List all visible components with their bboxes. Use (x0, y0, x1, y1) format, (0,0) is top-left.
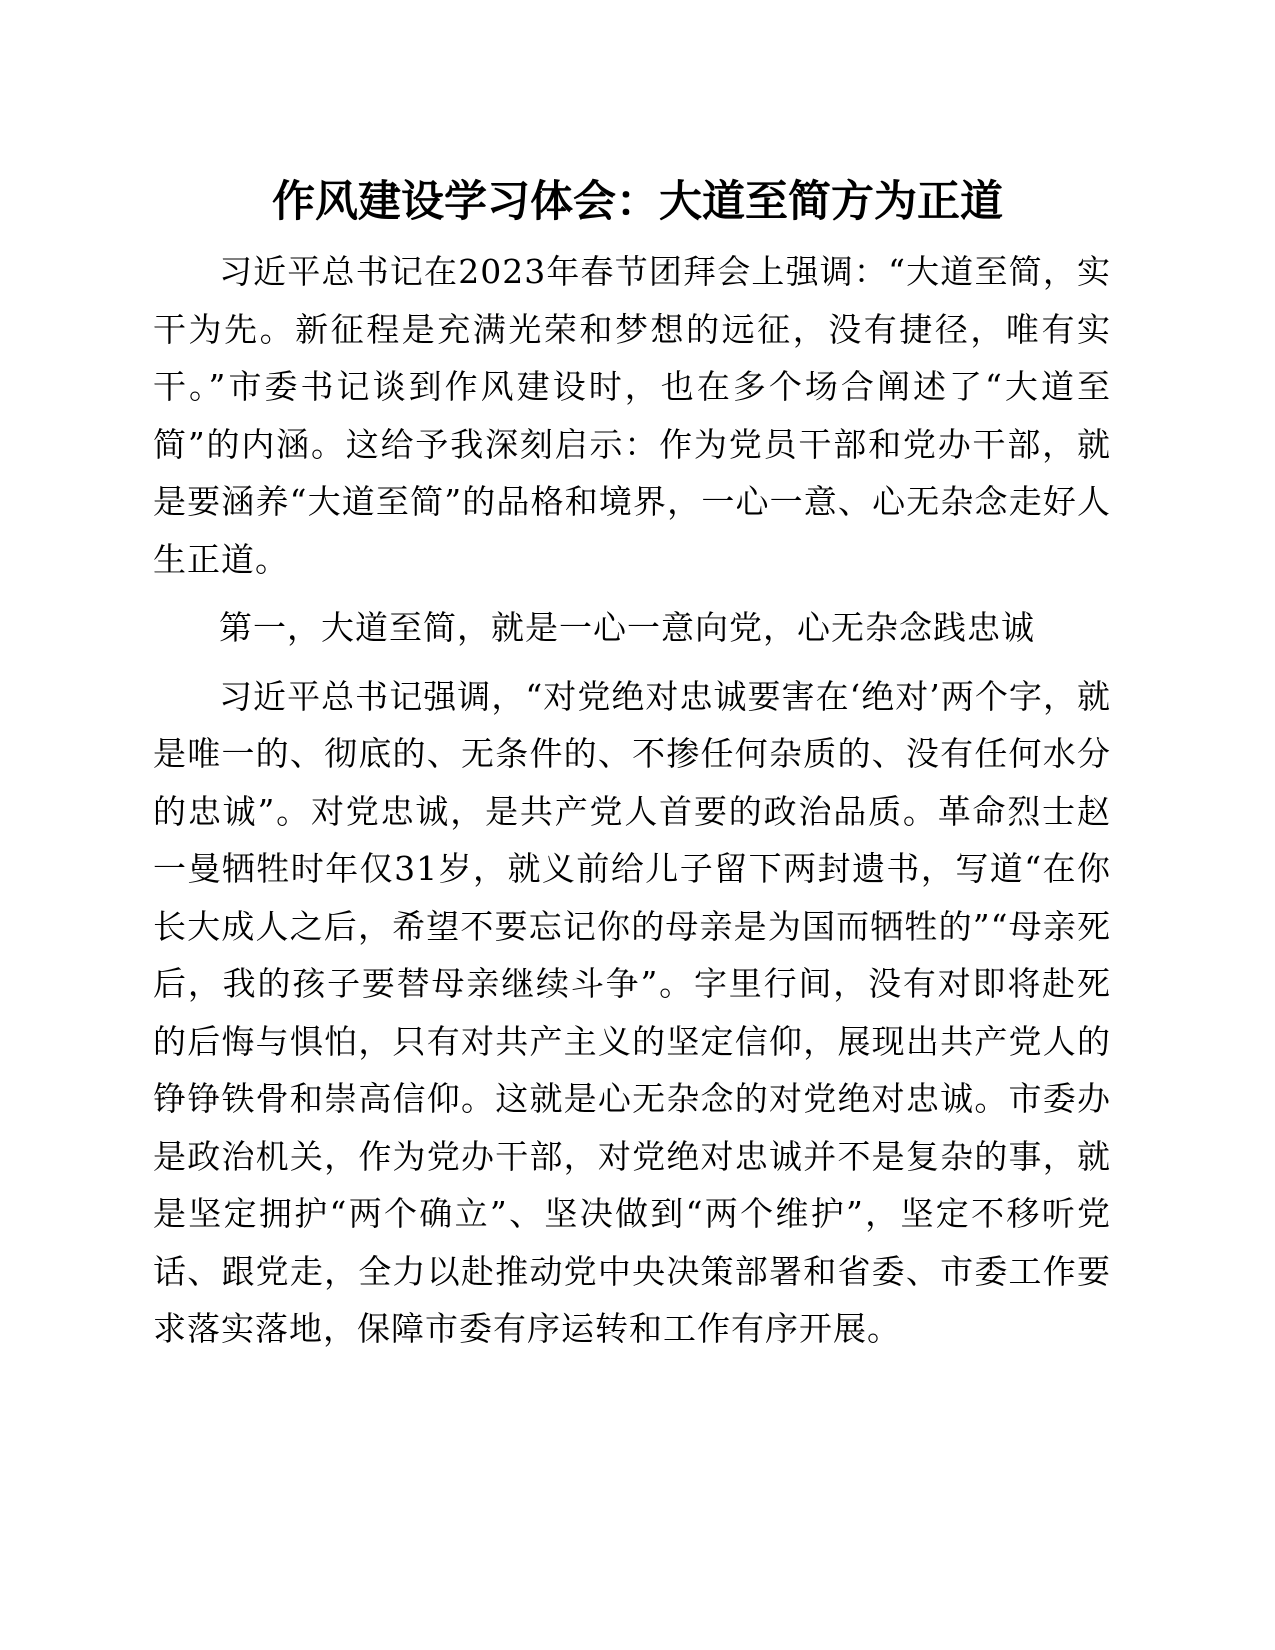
intro-paragraph: 习近平总书记在2023年春节团拜会上强调：“大道至简，实干为先。新征程是充满光荣和梦想的远征，没有捷径，唯有实干。”市委书记谈到作风建设时，也在多个场合阐述了“大道至简”的内涵。这给予我深刻启示：作为党员干部和党办干部，就是要涵养“大道至简”的品格和境界，一心一意、心无杂念走好人生正道。 (153, 252, 1111, 579)
document-title: 作风建设学习体会：大道至简方为正道 (272, 177, 1003, 227)
section-1-paragraph: 习近平总书记强调，“对党绝对忠诚要害在‘绝对’两个字，就是唯一的、彻底的、无条件的、不掺任何杂质的、没有任何水分的忠诚”。对党忠诚，是共产党人首要的政治品质。革命烈士赵一曼牺牲时年仅31岁，就义前给儿子留下两封遗书，写道“在你长大成人之后，希望不要忘记你的母亲是为国而牺牲的”“母亲死后，我的孩子要替母亲继续斗争”。字里行间，没有对即将赴死的后悔与惧怕，只有对共产主义的坚定信仰，展现出共产党人的铮铮铁骨和崇高信仰。这就是心无杂念的对党绝对忠诚。市委办是政治机关，作为党办干部，对党绝对忠诚并不是复杂的事，就是坚定拥护“两个确立”、坚决做到“两个维护”，坚定不移听党话、跟党走，全力以赴推动党中央决策部署和省委、市委工作要求落实落地，保障市委有序运转和工作有序开展。 (153, 676, 1111, 1348)
document-body (153, 243, 1111, 1358)
section-heading-1: 第一，大道至简，就是一心一意向党，心无杂念践忠诚 (219, 608, 1035, 647)
